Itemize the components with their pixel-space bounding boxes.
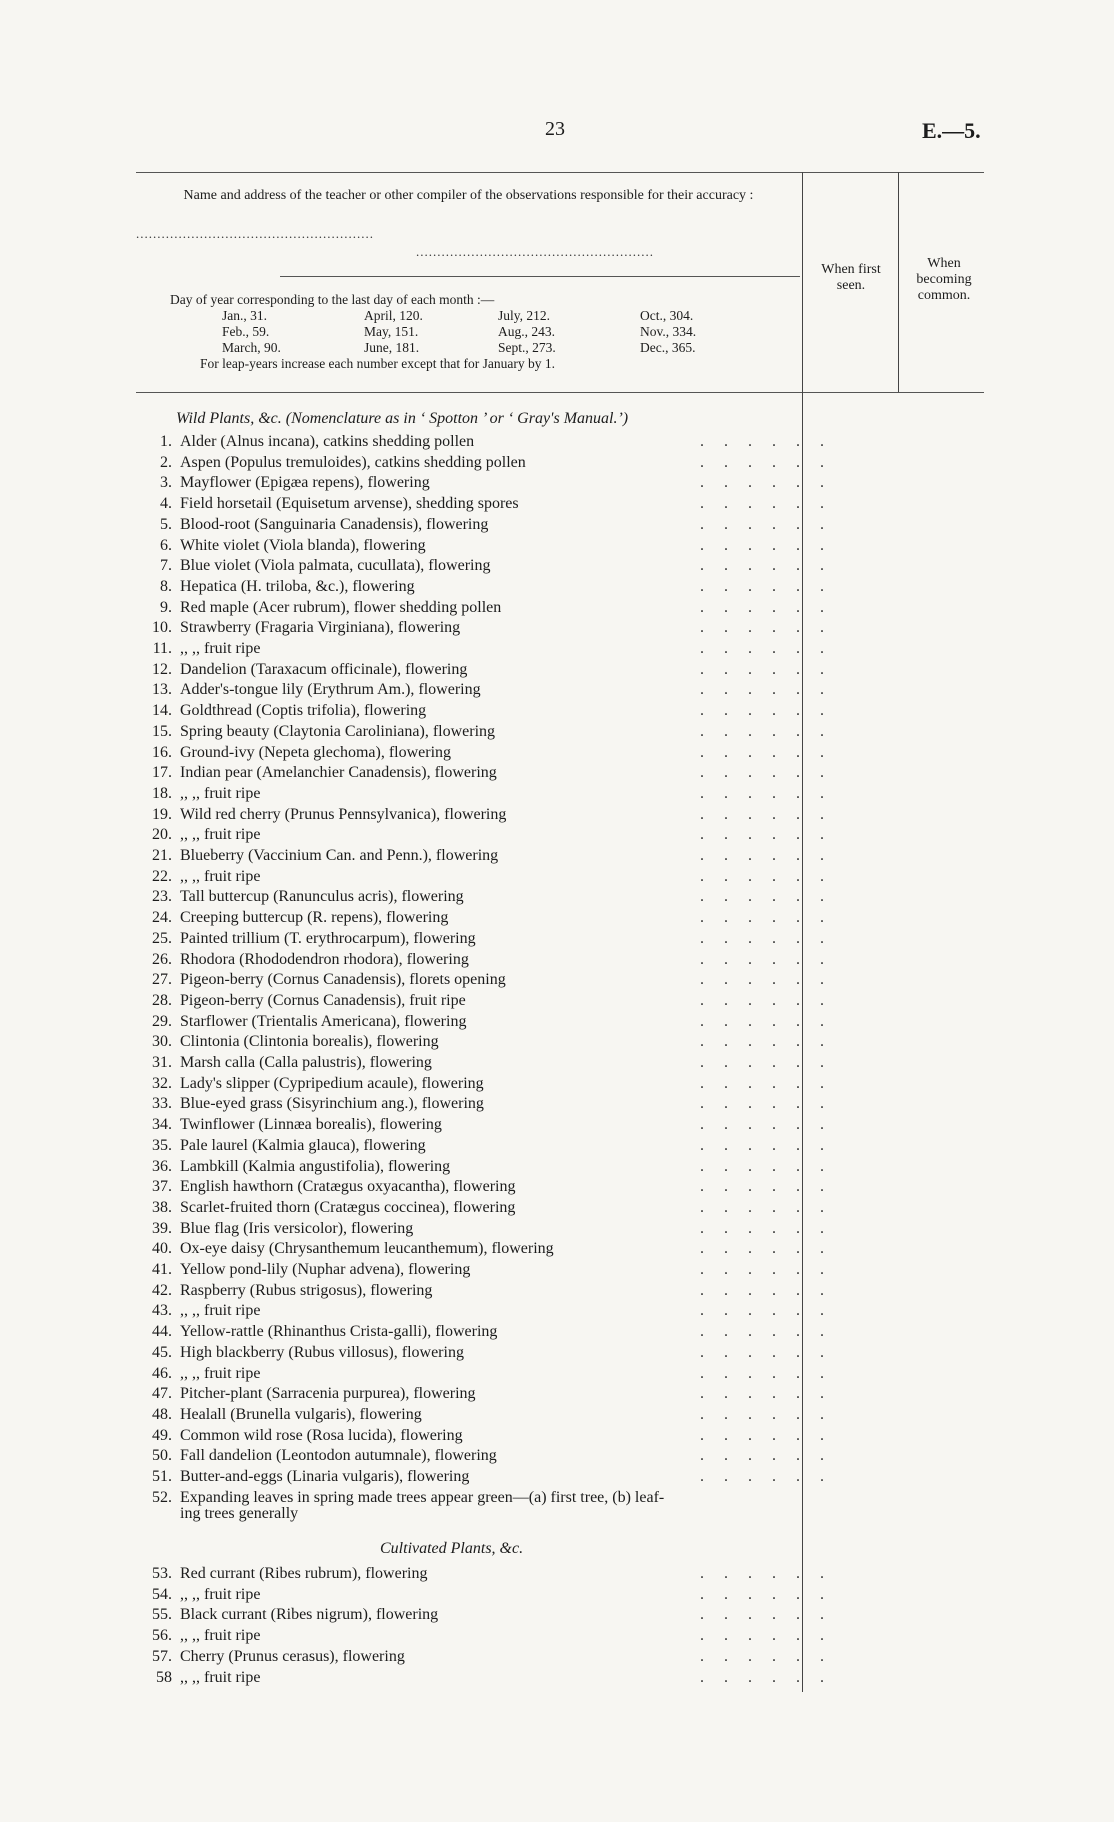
row-number: 55. [152,1606,172,1624]
row-number: 25. [152,929,172,947]
row-text: Rhodora (Rhododendron rhodora), flowering [180,950,469,968]
row-text: Blueberry (Vaccinium Can. and Penn.), flowering [180,847,499,864]
row-leader-dots: . . . . . . [700,991,832,1009]
row-leader-dots: . . . . . . [700,1364,832,1382]
observation-row [140,1668,832,1688]
wild-plants-title: Wild Plants, &c. (Nomenclature as in ‘ Spotton ’ or ‘ Gray's Manual.’) [176,410,629,427]
observation-row [140,1198,832,1218]
row-leader-dots: . . . . . . [700,1074,832,1092]
row-text: ,, ,, fruit ripe [180,1668,261,1686]
observation-row [140,1364,832,1384]
observation-row [140,1405,832,1425]
month-oct: Oct., 304. [640,308,694,323]
row-leader-dots: . . . . . . [700,909,832,927]
row-leader-dots: . . . . . . [700,929,832,947]
row-number: 27. [152,971,172,989]
observation-row [140,743,832,763]
row-text: Pale laurel (Kalmia glauca), flowering [180,1136,426,1154]
row-text: English hawthorn (Cratægus oxyacantha), flowering [180,1178,516,1196]
row-number: 20. [152,826,172,844]
observation-row [140,1384,832,1404]
row-number: 18. [152,784,172,802]
row-leader-dots: . . . . . . [700,702,832,720]
row-number: 4. [160,495,172,513]
row-leader-dots: . . . . . . [700,1606,832,1624]
row-text: ,, ,, fruit ripe [180,867,261,885]
row-text: Creeping buttercup (R. repens), flowering [180,909,449,927]
row-number: 48. [152,1405,172,1423]
observation-row [140,1467,832,1487]
row-number: 17. [152,764,172,782]
observation-row [140,722,832,742]
row-number: 34. [152,1116,172,1134]
observation-row [140,1647,832,1667]
observation-row [140,1177,832,1197]
row-text: Ox-eye daisy (Chrysanthemum leucanthemum), flowering [180,1240,554,1258]
observation-row [140,1032,832,1052]
month-sep: Sept., 273. [498,340,556,355]
observation-row [140,701,832,721]
observation-row [140,556,832,576]
month-may: May, 151. [364,324,419,339]
row-text: ,, ,, fruit ripe [180,1302,261,1320]
observation-row [140,887,832,907]
row-leader-dots: . . . . . . [700,722,832,740]
row-text: Black currant (Ribes nigrum), flowering [180,1606,439,1624]
row-number: 49. [152,1426,172,1444]
row-leader-dots: . . . . . . [700,1012,832,1030]
row-text: Common wild rose (Rosa lucida), flowering [180,1426,463,1444]
table-rule [136,392,984,393]
observation-row [140,1053,832,1073]
observation-row [140,1585,832,1605]
row-text: Ground-ivy (Nepeta glechoma), flowering [180,743,452,761]
row-number: 23. [152,888,172,906]
row-text: Tall buttercup (Ranunculus acris), flowering [180,888,464,906]
observation-row [140,639,832,659]
observation-row [140,432,832,452]
compiler-name-label: Name and address of the teacher or other compiler of the observations responsible for their accuracy : [183,188,754,203]
row-text: Pitcher-plant (Sarracenia purpurea), flowering [180,1385,476,1403]
row-text: ,, ,, fruit ripe [180,826,261,844]
observation-row [140,1426,832,1446]
row-leader-dots: . . . . . . [700,743,832,761]
row-number: 42. [152,1281,172,1299]
row-leader-dots: . . . . . . [700,950,832,968]
column-divider-2 [898,172,899,392]
row-number: 32. [152,1074,172,1092]
row-leader-dots: . . . . . . [700,1178,832,1196]
observation-row [140,1564,832,1584]
row-leader-dots: . . . . . . [700,971,832,989]
row-leader-dots: . . . . . . [700,1219,832,1237]
row-leader-dots: . . . . . . [700,867,832,885]
row-text: Painted trillium (T. erythrocarpum), flowering [180,929,476,947]
top-rule [136,172,984,173]
cultivated-plants-title: Cultivated Plants, &c. [380,1540,524,1557]
observation-row [140,1136,832,1156]
page-number: 23 [545,118,565,140]
observation-row [140,618,832,638]
row-52-continuation: ing trees generally [180,1505,299,1522]
row-leader-dots: . . . . . . [700,847,832,864]
row-number: 24. [152,909,172,927]
row-number: 50. [152,1447,172,1465]
row-leader-dots: . . . . . . [700,660,832,678]
row-number: 28. [152,991,172,1009]
observation-row [140,1446,832,1466]
row-leader-dots: . . . . . . [700,598,832,616]
row-number: 40. [152,1240,172,1258]
row-number: 5. [160,515,172,533]
row-number: 13. [152,681,172,699]
row-leader-dots: . . . . . . [700,1447,832,1465]
row-text: White violet (Viola blanda), flowering [180,536,426,554]
row-text: Cherry (Prunus cerasus), flowering [180,1647,405,1665]
row-leader-dots: . . . . . . [700,1426,832,1444]
row-number: 47. [152,1385,172,1403]
observation-row [140,846,832,866]
row-number: 15. [152,722,172,740]
row-leader-dots: . . . . . . [700,784,832,802]
observation-row [140,473,832,493]
row-number: 46. [152,1364,172,1382]
header-rule [280,276,800,277]
row-text: ,, ,, fruit ripe [180,1364,261,1382]
row-leader-dots: . . . . . . [700,557,832,575]
row-number: 8. [160,577,172,595]
row-text: Field horsetail (Equisetum arvense), shedding spores [180,495,519,513]
month-apr: April, 120. [364,308,423,323]
row-leader-dots: . . . . . . [700,1668,832,1686]
observation-row [140,515,832,535]
row-text: ,, ,, fruit ripe [180,640,261,657]
row-number: 7. [160,557,172,575]
observation-row [140,825,832,845]
row-text: Mayflower (Epigæa repens), flowering [180,474,430,492]
observation-row [140,453,832,473]
observation-row [140,950,832,970]
row-number: 53. [152,1565,172,1582]
row-leader-dots: . . . . . . [700,1468,832,1485]
row-number: 26. [152,950,172,968]
month-nov: Nov., 334. [640,324,697,339]
row-number: 52. [152,1488,172,1506]
row-leader-dots: . . . . . . [700,1198,832,1216]
row-leader-dots: . . . . . . [700,1647,832,1665]
row-text: Blue flag (Iris versicolor), flowering [180,1219,414,1237]
month-jan: Jan., 31. [222,308,267,323]
row-text: High blackberry (Rubus villosus), flowering [180,1343,464,1361]
row-text: Red maple (Acer rubrum), flower shedding pollen [180,598,502,616]
row-number: 54. [152,1585,172,1603]
row-leader-dots: . . . . . . [700,681,832,699]
col-when-becoming-common: When becoming common. [916,256,972,303]
row-text: Hepatica (H. triloba, &c.), flowering [180,577,415,595]
row-text: Yellow-rattle (Rhinanthus Crista-galli), flowering [180,1323,498,1341]
observation-row [140,494,832,514]
row-leader-dots: . . . . . . [700,1261,832,1278]
observation-row [140,1239,832,1259]
observation-row [140,680,832,700]
row-leader-dots: . . . . . . [700,453,832,471]
row-number: 36. [152,1157,172,1175]
row-number: 22. [152,867,172,885]
column-divider-1 [802,172,803,392]
observation-row [140,929,832,949]
row-text: Twinflower (Linnæa borealis), flowering [180,1116,442,1134]
observation-row [140,991,832,1011]
row-number: 30. [152,1033,172,1051]
day-table-title: Day of year corresponding to the last day of each month :— [170,292,495,307]
row-text: Strawberry (Fragaria Virginiana), flowering [180,619,461,637]
observation-row [140,660,832,680]
row-number: 56. [152,1627,172,1645]
row-leader-dots: . . . . . . [700,1405,832,1423]
row-number: 14. [152,702,172,720]
compiler-name-blank[interactable]: ........................................................ [136,226,374,241]
observation-row [140,1260,832,1280]
observation-row [140,784,832,804]
row-number: 31. [152,1054,172,1071]
row-number: 6. [160,536,172,554]
row-number: 39. [152,1219,172,1237]
row-leader-dots: . . . . . . [700,1585,832,1603]
row-text: Wild red cherry (Prunus Pennsylvanica), flowering [180,805,507,823]
row-leader-dots: . . . . . . [700,640,832,657]
row-leader-dots: . . . . . . [700,1281,832,1299]
row-leader-dots: . . . . . . [700,888,832,906]
row-number: 29. [152,1012,172,1030]
row-text: Yellow pond-lily (Nuphar advena), flowering [180,1261,471,1278]
row-number: 1. [160,433,172,450]
observation-row [140,1074,832,1094]
row-number: 35. [152,1136,172,1154]
row-number: 3. [160,474,172,492]
row-leader-dots: . . . . . . [700,1565,832,1582]
row-number: 12. [152,660,172,678]
row-text: Dandelion (Taraxacum officinale), flowering [180,660,468,678]
observation-row [140,1094,832,1114]
row-text: Indian pear (Amelanchier Canadensis), flowering [180,764,497,782]
row-number: 10. [152,619,172,637]
row-leader-dots: . . . . . . [700,1343,832,1361]
row-number: 41. [152,1261,172,1278]
row-text: Aspen (Populus tremuloides), catkins shedding pollen [180,453,526,471]
row-leader-dots: . . . . . . [700,826,832,844]
observation-row [140,1012,832,1032]
row-text: ,, ,, fruit ripe [180,1585,261,1603]
observation-row [140,1115,832,1135]
row-text: Blue violet (Viola palmata, cucullata), flowering [180,557,491,575]
row-number: 38. [152,1198,172,1216]
row-text: Alder (Alnus incana), catkins shedding pollen [180,433,475,450]
row-number: 44. [152,1323,172,1341]
row-number: 2. [160,453,172,471]
row-text: Red currant (Ribes rubrum), flowering [180,1565,428,1582]
row-leader-dots: . . . . . . [700,1302,832,1320]
month-jul: July, 212. [498,308,551,323]
row-number: 43. [152,1302,172,1320]
row-leader-dots: . . . . . . [700,1385,832,1403]
month-dec: Dec., 365. [640,340,696,355]
row-leader-dots: . . . . . . [700,1323,832,1341]
observation-row [140,970,832,990]
row-number: 16. [152,743,172,761]
row-leader-dots: . . . . . . [700,1054,832,1071]
row-text: Clintonia (Clintonia borealis), flowering [180,1033,439,1051]
row-leader-dots: . . . . . . [700,536,832,554]
row-number: 21. [152,847,172,864]
observation-row [140,1343,832,1363]
month-jun: June, 181. [364,340,420,355]
observation-row [140,763,832,783]
row-text: Fall dandelion (Leontodon autumnale), flowering [180,1447,497,1465]
row-text: Lady's slipper (Cypripedium acaule), flowering [180,1074,484,1092]
row-leader-dots: . . . . . . [700,1033,832,1051]
row-number: 37. [152,1178,172,1196]
row-leader-dots: . . . . . . [700,1116,832,1134]
leap-year-note: For leap-years increase each number except that for January by 1. [200,356,555,371]
row-text: Healall (Brunella vulgaris), flowering [180,1405,422,1423]
row-number: 58 [156,1668,172,1686]
row-text: Butter-and-eggs (Linaria vulgaris), flowering [180,1468,470,1485]
row-text: Adder's-tongue lily (Erythrum Am.), flowering [180,681,481,699]
observation-row [140,577,832,597]
observation-row [140,1301,832,1321]
row-leader-dots: . . . . . . [700,619,832,637]
document-reference: E.—5. [922,118,981,143]
row-leader-dots: . . . . . . [700,1095,832,1113]
observation-row [140,536,832,556]
row-text: Spring beauty (Claytonia Caroliniana), flowering [180,722,496,740]
observation-row [140,1219,832,1239]
row-leader-dots: . . . . . . [700,1627,832,1645]
row-text: Pigeon-berry (Cornus Canadensis), florets opening [180,971,506,989]
row-number: 51. [152,1468,172,1485]
col-when-first-seen: When first seen. [821,262,881,293]
observation-row [140,1281,832,1301]
row-text: Scarlet-fruited thorn (Cratægus coccinea), flowering [180,1198,516,1216]
row-leader-dots: . . . . . . [700,495,832,513]
observation-row [140,908,832,928]
observation-row [140,1157,832,1177]
compiler-address-blank[interactable]: ........................................................ [416,244,654,259]
month-feb: Feb., 59. [222,324,270,339]
row-text: Starflower (Trientalis Americana), flowering [180,1012,467,1030]
row-text: Pigeon-berry (Cornus Canadensis), fruit ripe [180,991,466,1009]
row-leader-dots: . . . . . . [700,764,832,782]
row-text: Marsh calla (Calla palustris), flowering [180,1054,432,1071]
row-number: 19. [152,805,172,823]
row-leader-dots: . . . . . . [700,474,832,492]
row-text: Raspberry (Rubus strigosus), flowering [180,1281,433,1299]
row-number: 33. [152,1095,172,1113]
observation-row [140,598,832,618]
row-leader-dots: . . . . . . [700,1240,832,1258]
row-leader-dots: . . . . . . [700,1136,832,1154]
row-leader-dots: . . . . . . [700,805,832,823]
row-text: Lambkill (Kalmia angustifolia), flowering [180,1157,451,1175]
row-text: Blood-root (Sanguinaria Canadensis), flowering [180,515,489,533]
observation-row [140,867,832,887]
row-leader-dots: . . . . . . [700,577,832,595]
observation-row [140,1605,832,1625]
row-leader-dots: . . . . . . [700,515,832,533]
row-text: ,, ,, fruit ripe [180,1627,261,1645]
row-number: 57. [152,1647,172,1665]
observation-row [140,1322,832,1342]
row-text: ,, ,, fruit ripe [180,784,261,802]
observation-row [140,805,832,825]
month-aug: Aug., 243. [498,324,555,339]
observation-row [140,1626,832,1646]
row-number: 11. [152,640,172,657]
row-text: Blue-eyed grass (Sisyrinchium ang.), flowering [180,1095,484,1113]
row-text: Goldthread (Coptis trifolia), flowering [180,702,427,720]
row-number: 45. [152,1343,172,1361]
row-leader-dots: . . . . . . [700,1157,832,1175]
row-number: 9. [160,598,172,616]
month-mar: March, 90. [222,340,281,355]
row-leader-dots: . . . . . . [700,433,832,450]
row-text: Expanding leaves in spring made trees appear green—(a) first tree, (b) leaf- [180,1488,665,1506]
